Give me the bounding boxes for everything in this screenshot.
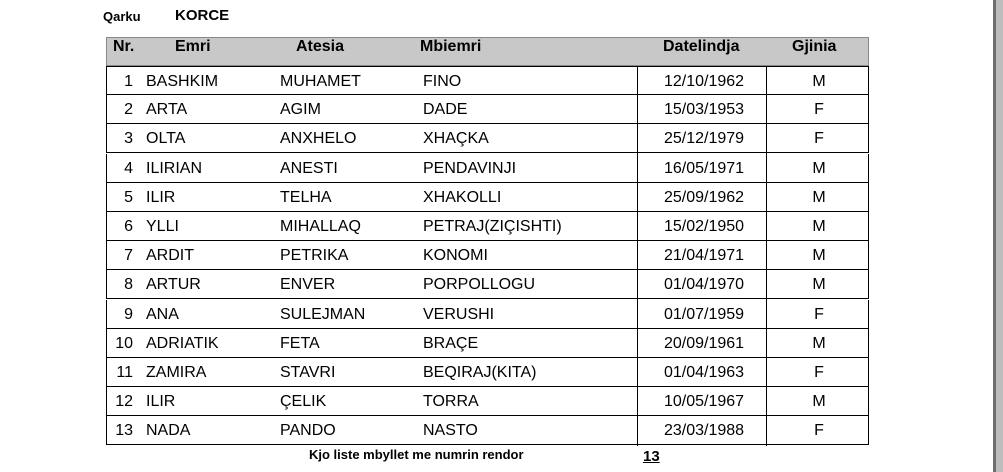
cell-atesia: ENVER — [280, 276, 336, 294]
cell-gjinia: M — [812, 247, 826, 265]
cell-mbiemri: PENDAVINJI — [423, 159, 517, 177]
cell-gjinia: F — [814, 422, 824, 440]
cell-nr: 5 — [124, 188, 133, 206]
column-divider-date — [637, 66, 638, 446]
cell-gjinia: M — [812, 73, 826, 90]
cell-emri: ARDIT — [146, 247, 194, 265]
header-gjinia: Gjinia — [792, 38, 837, 55]
cell-datelindja: 20/09/1961 — [663, 334, 745, 352]
cell-gjinia: F — [814, 130, 824, 148]
cell-nr: 4 — [124, 159, 133, 177]
cell-gjinia: F — [814, 101, 824, 119]
table-row — [106, 358, 869, 387]
cell-atesia: MIHALLAQ — [280, 218, 361, 235]
table-row — [106, 329, 869, 358]
cell-emri: ADRIATIK — [146, 334, 219, 352]
cell-nr: 11 — [116, 364, 133, 381]
cell-emri: ZAMIRA — [146, 364, 207, 381]
cell-mbiemri: PETRAJ(ZIÇISHTI) — [423, 218, 562, 235]
cell-gjinia: M — [812, 334, 826, 352]
cell-datelindja: 15/03/1953 — [663, 101, 745, 119]
cell-nr: 6 — [124, 218, 133, 235]
cell-atesia: TELHA — [280, 188, 332, 206]
cell-gjinia: M — [812, 393, 826, 411]
cell-datelindja: 01/07/1959 — [663, 305, 745, 323]
table-row — [106, 212, 869, 241]
cell-emri: ILIR — [146, 188, 176, 206]
cell-mbiemri: XHAKOLLI — [423, 188, 502, 206]
cell-gjinia: M — [812, 159, 826, 177]
cell-atesia: ANXHELO — [280, 130, 357, 148]
cell-datelindja: 10/05/1967 — [663, 393, 745, 411]
table-row — [106, 124, 869, 153]
table-row — [106, 387, 869, 416]
cell-mbiemri: BEQIRAJ(KITA) — [423, 364, 537, 381]
footer-number: 13 — [643, 448, 660, 465]
cell-nr: 10 — [115, 334, 133, 352]
cell-gjinia: M — [812, 276, 826, 294]
cell-emri: ILIR — [146, 393, 176, 411]
table-row — [106, 270, 869, 299]
cell-gjinia: F — [814, 364, 824, 381]
cell-datelindja: 25/12/1979 — [663, 130, 745, 148]
table-row — [106, 241, 869, 270]
column-divider-gender — [766, 66, 767, 446]
header-nr: Nr. — [113, 38, 135, 55]
page-edge — [993, 0, 996, 472]
cell-datelindja: 21/04/1971 — [663, 247, 745, 265]
header-emri: Emri — [175, 38, 211, 55]
cell-mbiemri: PORPOLLOGU — [423, 276, 536, 294]
header-datelindja: Datelindja — [663, 38, 740, 55]
table-header-bar — [106, 37, 869, 66]
header-atesia: Atesia — [296, 38, 345, 55]
table-row — [106, 95, 869, 124]
cell-mbiemri: FINO — [423, 73, 462, 90]
cell-atesia: ÇELIK — [280, 393, 327, 411]
cell-mbiemri: NASTO — [423, 422, 478, 440]
cell-emri: BASHKIM — [146, 73, 219, 90]
cell-emri: NADA — [146, 422, 191, 440]
cell-atesia: STAVRI — [280, 364, 336, 381]
cell-nr: 2 — [124, 101, 133, 119]
cell-atesia: SULEJMAN — [280, 305, 366, 323]
cell-mbiemri: XHAÇKA — [423, 130, 489, 148]
cell-gjinia: M — [812, 188, 826, 206]
cell-nr: 9 — [124, 305, 133, 323]
table-row — [106, 154, 869, 183]
region-label: Qarku — [103, 9, 141, 24]
cell-atesia: PANDO — [280, 422, 336, 440]
cell-nr: 8 — [124, 276, 133, 294]
cell-datelindja: 25/09/1962 — [663, 188, 745, 206]
cell-gjinia: M — [812, 218, 826, 235]
cell-emri: OLTA — [146, 130, 186, 148]
cell-datelindja: 12/10/1962 — [663, 73, 745, 90]
footer-text: Kjo liste mbyllet me numrin rendor — [309, 447, 524, 462]
cell-atesia: PETRIKA — [280, 247, 349, 265]
cell-emri: ARTUR — [146, 276, 201, 294]
region-value: KORCE — [175, 7, 230, 24]
cell-atesia: ANESTI — [280, 159, 338, 177]
cell-atesia: MUHAMET — [280, 73, 361, 90]
cell-atesia: AGIM — [280, 101, 321, 119]
cell-mbiemri: KONOMI — [423, 247, 488, 265]
cell-emri: ANA — [146, 305, 179, 323]
cell-datelindja: 01/04/1970 — [663, 276, 745, 294]
cell-mbiemri: DADE — [423, 101, 468, 119]
table-row — [106, 183, 869, 212]
header-mbiemri: Mbiemri — [420, 38, 482, 55]
cell-nr: 3 — [124, 130, 133, 148]
data-table — [106, 66, 870, 446]
cell-mbiemri: BRAÇE — [423, 334, 479, 352]
table-row — [106, 416, 869, 445]
cell-gjinia: F — [814, 305, 824, 323]
cell-nr: 7 — [124, 247, 133, 265]
table-row — [106, 300, 869, 329]
cell-datelindja: 16/05/1971 — [663, 159, 745, 177]
cell-emri: ARTA — [146, 101, 188, 119]
cell-emri: YLLI — [146, 218, 179, 235]
cell-nr: 1 — [124, 73, 133, 90]
cell-atesia: FETA — [280, 334, 320, 352]
cell-datelindja: 01/04/1963 — [663, 364, 745, 381]
cell-emri: ILIRIAN — [146, 159, 203, 177]
cell-nr: 13 — [115, 422, 133, 440]
cell-nr: 12 — [115, 393, 133, 411]
table-row — [106, 66, 869, 95]
cell-mbiemri: TORRA — [423, 393, 479, 411]
cell-mbiemri: VERUSHI — [423, 305, 495, 323]
cell-datelindja: 23/03/1988 — [663, 422, 745, 440]
cell-datelindja: 15/02/1950 — [663, 218, 745, 235]
